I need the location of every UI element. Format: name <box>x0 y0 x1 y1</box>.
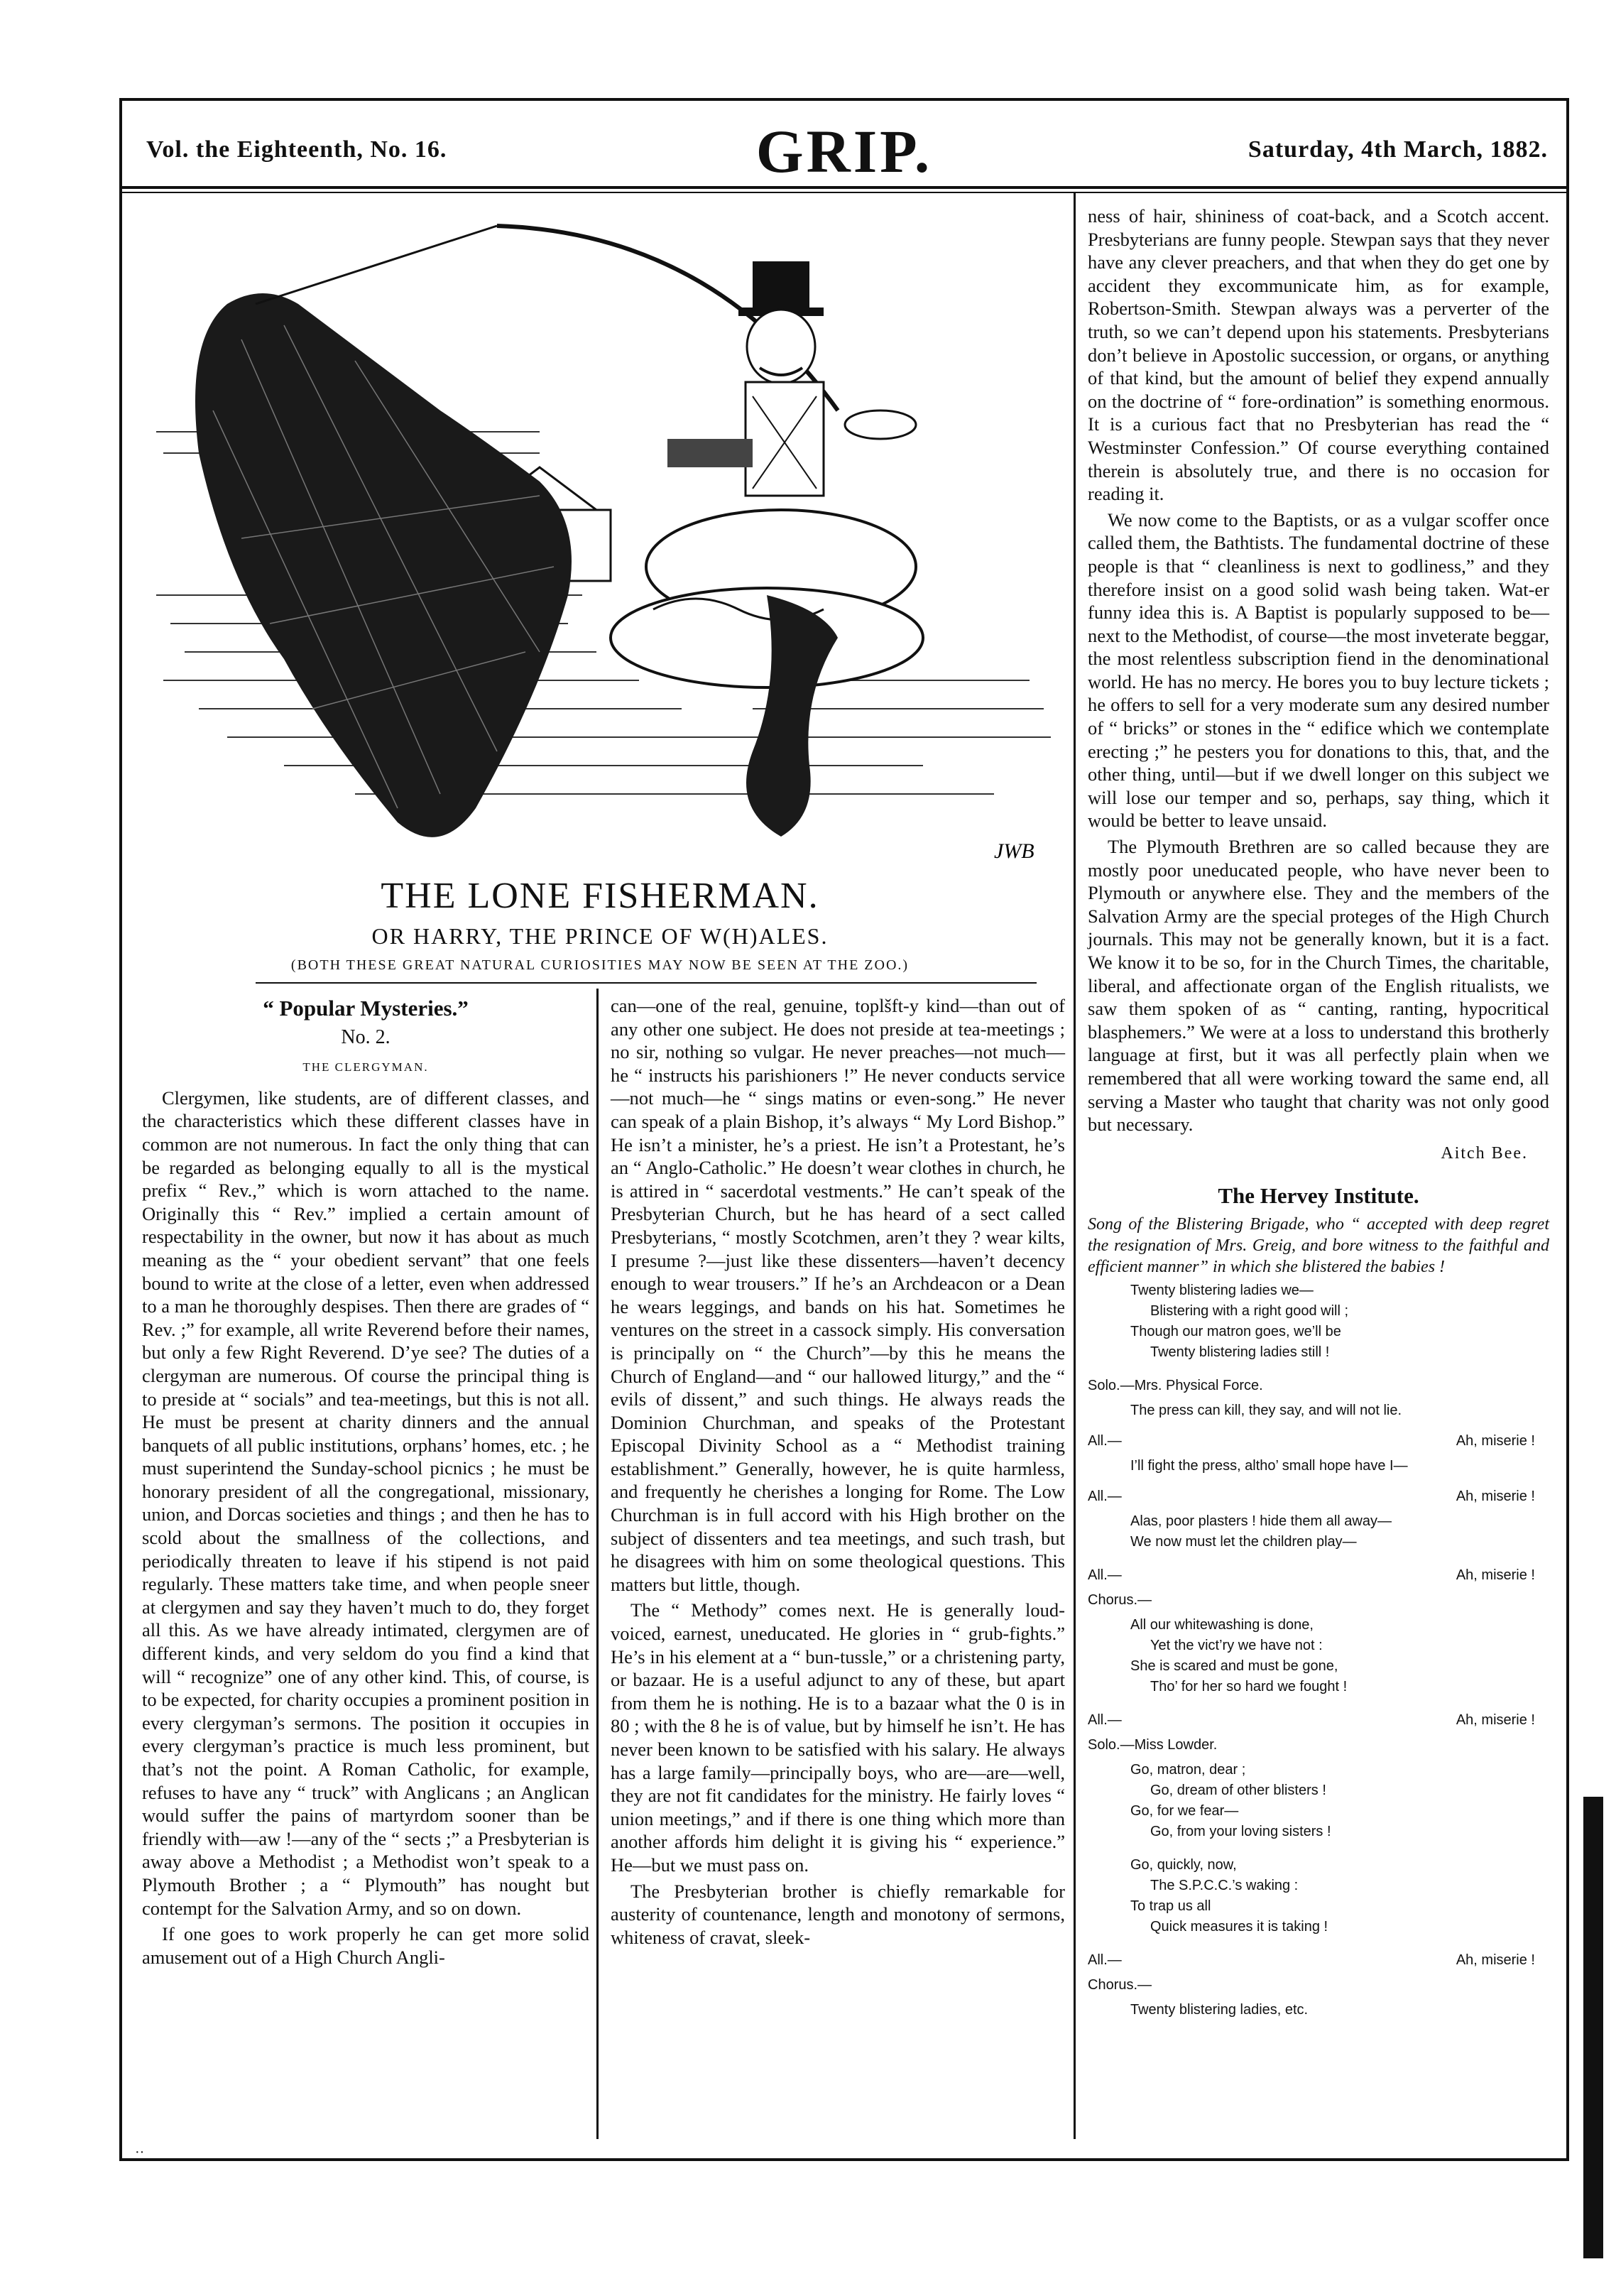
poem-stanza <box>1130 1511 1549 1552</box>
poem-line: Go, dream of other blisters ! <box>1150 1782 1326 1798</box>
article-paragraph: If one goes to work properly he can get more solid amusement out of a High Church Angli- <box>142 1923 589 1968</box>
article-subheading: THE CLERGYMAN. <box>302 1060 429 1074</box>
refrain-row: All.— Ah, miserie ! <box>1088 1432 1535 1449</box>
poem-stanza <box>1130 1615 1549 1697</box>
poem-stanza <box>1130 1760 1549 1842</box>
whale <box>195 293 572 837</box>
refrain-row: All.— Ah, miserie ! <box>1088 1567 1535 1583</box>
caption-rule <box>256 982 1037 984</box>
poem-line: Twenty blistering ladies still ! <box>1150 1344 1330 1360</box>
poem-line: To trap us all <box>1130 1898 1211 1914</box>
refrain-row: All.— Ah, miserie ! <box>1088 1952 1535 1968</box>
poem-line: I’ll fight the press, altho’ small hope have I— <box>1130 1457 1408 1474</box>
refrain-row: All.— Ah, miserie ! <box>1088 1488 1535 1504</box>
poem-line: We now must let the children play— <box>1130 1533 1357 1550</box>
column-2 <box>611 994 1065 2131</box>
article-paragraph: ness of hair, shininess of coat-back, and a Scotch accent. Presbyterians are funny people. Stewpan says that they never have any clever preachers, and that when they do get one by accident they excommunicate him, as for example, Robertson-Smith. Stewpan always was a perverter of the truth, so we can’t depend upon his statements. Presbyterians don’t believe in Apostolic succession, or organs, or anything of that kind, but the amount of belief they expend annually on the doctrine of “ fore-ordination” is something enormous. It is a curious fact that no Presbyterian has read the “ Westminster Confession.” Of course everything contained therein is absolutely true, and there is no occasion for reading it. <box>1088 205 1549 505</box>
cartoon-subtitle: OR HARRY, THE PRINCE OF W(H)ALES. <box>371 923 829 949</box>
article-paragraph: Clergymen, like students, are of different classes, and the characteristics which these different classes have in common are not numerous. In fact the only thing that can be regarded as belonging equally to all is the mystical prefix “ Rev.,” which is worn attached to the name. Originally this “ Rev.” implied a certain amount of respectability in the owner, but now it has about as much meaning as the “ your obedient servant” that one feels bound to write at the close of a letter, even when addressed to a man he thoroughly despises. Then there are grades of “ Rev. ;” for example, all write Reverend before their names, but only a few Right Reverend. D’ye see? The duties of a clergyman are numerous. Of course the principal thing is to preside at “ socials” and tea-meetings, but this is not all. He must be present at charity dinners and the annual banquets of all public institutions, orphans’ homes, etc. ; he must superintend the Sunday-school picnics ; he must be honorary president of all the congregational, missionary, union, and Dorcas societies and things ; and then he has to scold about the smallness of the collections, and periodically threaten to leave if his stipend is not paid regularly. These matters take time, and when people sneer at clergymen and say they haven’t much to do, they forget all this. As we have already intimated, clergymen are of different kinds, and very seldom do you find a kind that will “ recognize” one of any other kind. This, of course, is to be expected, for charity occupies a prominent position in every clergyman’s sermons. The position it occupies in every clergyman’s practice is much less prominent, but that’s not the point. A Roman Catholic, for example, refuses to have any “ truck” with Anglicans ; an Anglican would suffer the pains of martyrdom sooner than be friendly with—aw !—any of the “ sects ;” a Presbyterian is away above a Methodist ; a Methodist won’t speak to a Plymouth Brother ; a “ Plymouth” has nought but contempt for the Salvation Army, and so on down. <box>142 1087 589 1919</box>
rocks <box>611 510 923 687</box>
poem-line: Go, for we fear— <box>1130 1802 1239 1819</box>
poem-line: All our whitewashing is done, <box>1130 1616 1314 1633</box>
poem-body <box>1088 1280 1549 2020</box>
masthead-rule <box>122 186 1566 189</box>
article-paragraph: The Presbyterian brother is chiefly remarkable for austerity of countenance, length and monotony of sermons, whiteness of cravat, sleek- <box>611 1880 1065 1948</box>
column-1 <box>142 994 589 2131</box>
poem-line: Quick measures it is taking ! <box>1150 1918 1328 1935</box>
poem-line: The press can kill, they say, and will not lie. <box>1130 1402 1402 1418</box>
artist-signature: JWB <box>994 839 1034 863</box>
poem-line: Go, quickly, now, <box>1130 1856 1237 1873</box>
poem-line: Go, matron, dear ; <box>1130 1761 1246 1778</box>
scan-edge-bar <box>1583 1797 1603 2258</box>
volume-number: Vol. the Eighteenth, No. 16. <box>146 136 447 163</box>
refrain-row: All.— Ah, miserie ! <box>1088 1712 1535 1728</box>
poem-line: Though our matron goes, we’ll be <box>1130 1323 1341 1339</box>
chorus-label: Chorus.— <box>1088 1592 1152 1608</box>
solo-label: Solo.—Miss Lowder. <box>1088 1736 1218 1753</box>
article-paragraph: The Plymouth Brethren are so called because they are mostly poor uneducated people, who have never been to Plymouth or anywhere else. They and the members of the Salvation Army are the special proteges of the High Church journals. This may not be generally known, but it is a fact. We know it to be so, for in the Church Times, the charitable, liberal, and affectionate organ of the English ritualists, we saw them spoken of as “ canting, ranting, hypocritical blasphemers.” We were at a loss to understand this brotherly language at first, but it was all perfectly plain when we remembered that all were working toward the same end, all serving a Master who taught that charity was not only good but necessary. <box>1088 836 1549 1136</box>
poem-intro: Song of the Blistering Brigade, who “ accepted with deep regret the resignation of Mrs. Greig, and bore witness to the faithful and efficient manner” in which she blistered the babies ! <box>1088 1214 1549 1276</box>
issue-date: Saturday, 4th March, 1882. <box>1248 136 1548 163</box>
poem-line: Alas, poor plasters ! hide them all away— <box>1130 1513 1392 1529</box>
article-heading: “ Popular Mysteries.” <box>263 996 469 1021</box>
fishing-line <box>256 226 497 304</box>
poem-line: Twenty blistering ladies we— <box>1130 1282 1314 1298</box>
chorus-label: Chorus.— <box>1088 1976 1152 1993</box>
cartoon-title: THE LONE FISHERMAN. <box>381 876 819 916</box>
poem-line: Go, from your loving sisters ! <box>1150 1823 1331 1839</box>
solo-label: Solo.—Mrs. Physical Force. <box>1088 1377 1263 1393</box>
corner-mark: ·· <box>135 2145 145 2160</box>
poem-line: The S.P.C.C.’s waking : <box>1150 1877 1299 1893</box>
article-paragraph: can—one of the real, genuine, toplšft-y kind—than out of any other one subject. He does not preside at tea-meetings ; no sir, nothing so vulgar. He never preaches—not much—he “ instructs his parishioners !” He never conducts service—not much—he “ sings matins or even-song.” He never can speak of a plain Bishop, it’s always “ My Lord Bishop.” He isn’t a minister, he’s a priest. He isn’t a Protestant, he’s an “ Anglo-Catholic.” He doesn’t wear clothes in church, he is attired in “ sacerdotal vestments.” He can’t speak of the Presbyterian Church, but he has heard of a sect called Presbyterians, “ mostly Scotchmen, aren’t they ? wear kilts, I presume ?—just like these dissenters—haven’t decency enough to wear trousers.” If he’s an Archdeacon or a Dean he wears leggings, and bands on his hat. Sometimes he ventures on the street in a cassock simply. His conversation is principally on “ the Church”—by this he means the Church of England—and “ our hallowed liturgy,” and the “ evils of dissent,” and such things. He always reads the Dominion Churchman, and speaks of the Protestant Episcopal Divinity School as a “ Methodist training establishment.” Generally, however, he is quite harmless, and frequently he cherishes a longing for Rome. The Low Churchman is in full accord with his High brother on the subject of dissenters and tea meetings, and such trash, but he disagrees with him on some theological questions. This matters but little, though. <box>611 995 1065 1595</box>
article-paragraph: We now come to the Baptists, or as a vulgar scoffer once called them, the Bathtists. The fundamental doctrine of these people is that “ cleanliness is next to godliness,” and they therefore insist on a good solid wash being taken. Wat-er funny idea this is. A Baptist is popularly supposed to be—next to the Methodist, of course—the most inveterate beggar, the most relentless subscription fiend in the denominational world. He has no mercy. He bores you to buy lecture tickets ; he offers to sell for a very moderate sum any desired number of “ bricks” or stones in the “ edifice which we contemplate erecting ;” he pesters you for donations to this, that, and the other thing, until—but if we dwell longer on this subject we will lose our temper and so, perhaps, say thing, which it would be better to leave unsaid. <box>1088 508 1549 832</box>
column-divider-right <box>1074 193 1076 2139</box>
poem-line: Tho’ for her so hard we fought ! <box>1150 1678 1348 1694</box>
poem-stanza <box>1130 1855 1549 1937</box>
column-3 <box>1088 205 1549 2136</box>
article-paragraph: The “ Methody” comes next. He is generally loud-voiced, earnest, uneducated. He glories in “ grub-fights.” He’s in his element at a “ bun-tussle,” or a christening party, or bazaar. He is a useful adjunct to any of these, but apart from them he is nothing. He is to a bazaar what the 0 is in 80 ; with the 8 he is of value, but by himself he isn’t. He has never been known to be satisfied with his salary. He always has a large family—principally boys, who are—are—well, they are not fit candidates for the ministry. He fairly loves “ union meetings,” and if there is one thing which more than another affords him delight it is giving his “ experience.” He—but we must pass on. <box>611 1599 1065 1876</box>
fisherman <box>667 261 916 496</box>
cartoon-illustration <box>142 197 1065 893</box>
poem-line: She is scared and must be gone, <box>1130 1658 1338 1674</box>
poem-heading: The Hervey Institute. <box>1218 1183 1419 1209</box>
article-signature: Aitch Bee. <box>1441 1143 1528 1163</box>
poem-line: Yet the vict’ry we have not : <box>1150 1637 1323 1653</box>
poem-line: Blistering with a right good will ; <box>1150 1302 1349 1319</box>
cartoon-note: (BOTH THESE GREAT NATURAL CURIOSITIES MAY NOW BE SEEN AT THE ZOO.) <box>290 957 910 973</box>
newspaper-title: GRIP. <box>755 117 933 185</box>
masthead <box>119 117 1569 185</box>
poem-stanza <box>1130 1280 1549 1363</box>
article-number: No. 2. <box>341 1025 391 1048</box>
column-divider-middle <box>596 989 599 2139</box>
poem-line: Twenty blistering ladies, etc. <box>1130 2001 1309 2018</box>
masthead-rule-thin <box>122 192 1566 193</box>
